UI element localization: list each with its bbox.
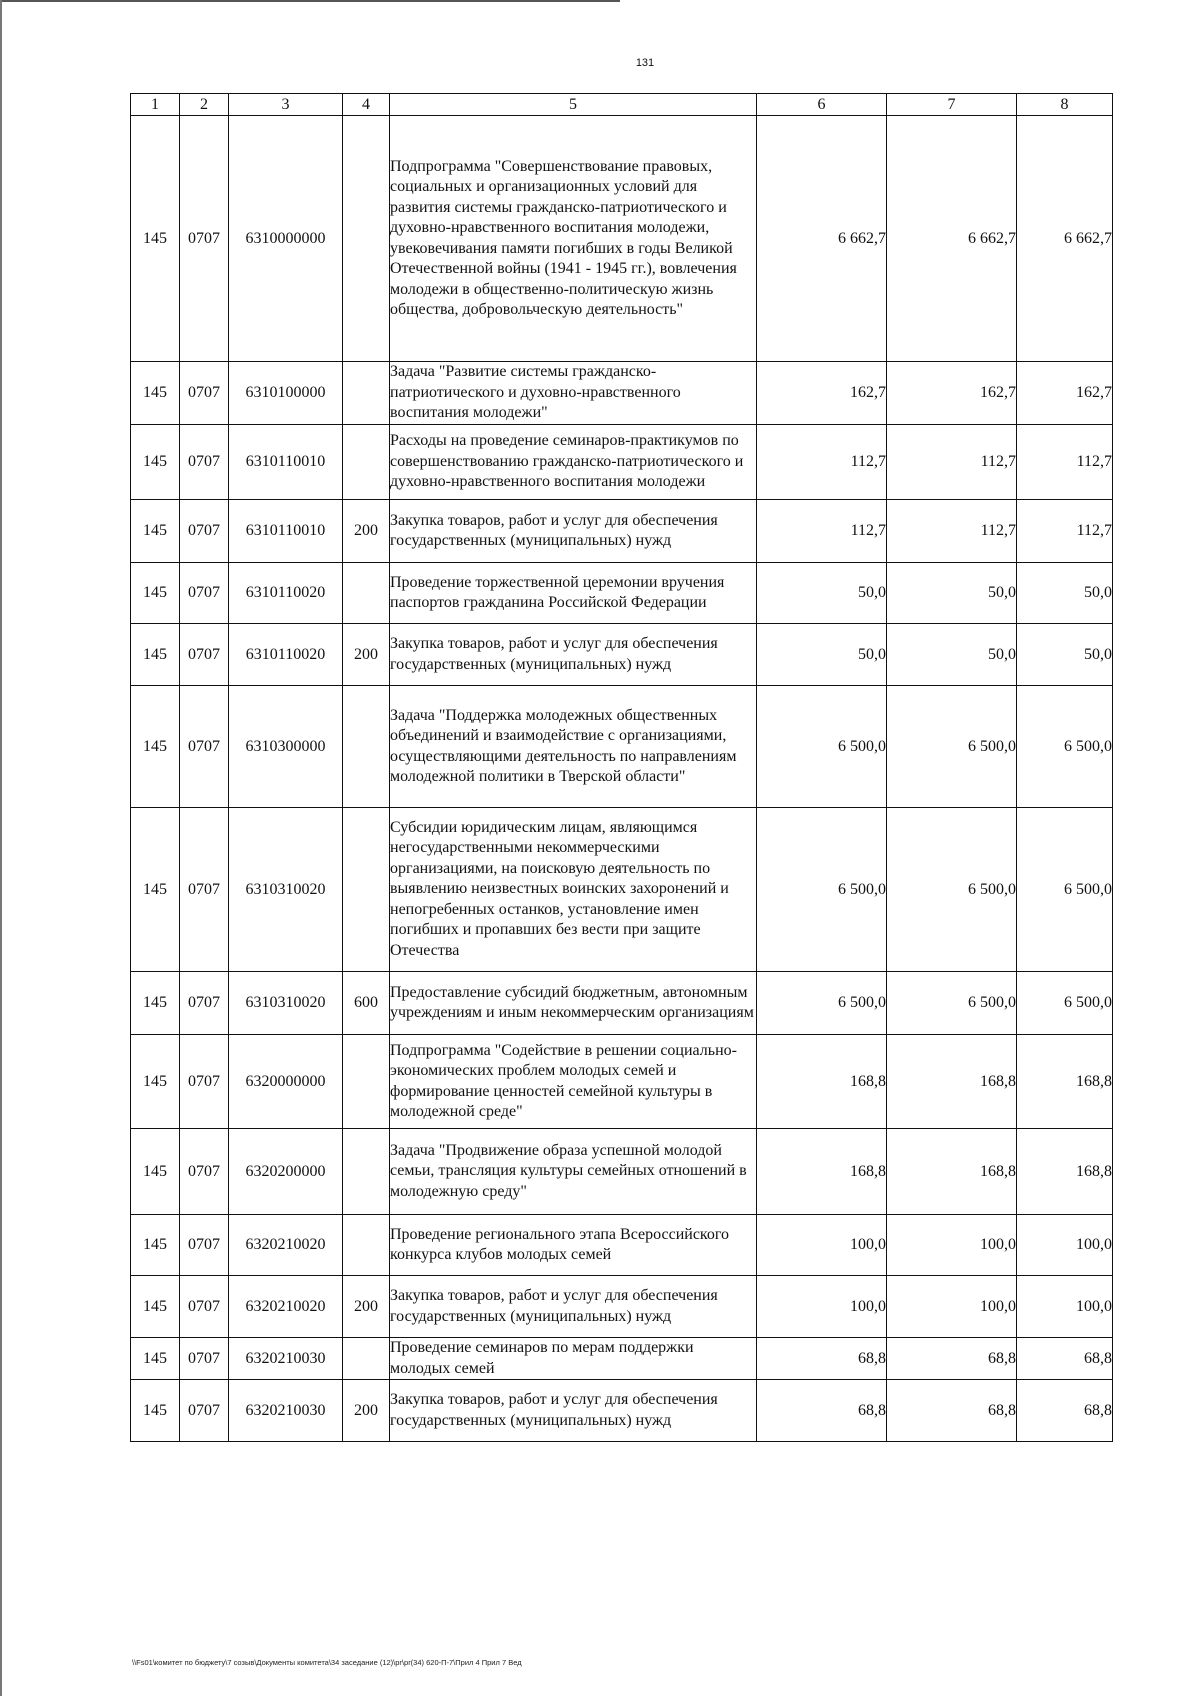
amount-year2-cell: 50,0 bbox=[887, 563, 1017, 624]
amount-year2-cell: 6 500,0 bbox=[887, 972, 1017, 1035]
header-cell: 3 bbox=[229, 94, 343, 116]
target-article-cell: 6320000000 bbox=[229, 1035, 343, 1129]
item-name-cell: Проведение торжественной церемонии вручения паспортов гражданина Российской Федерации bbox=[390, 563, 757, 624]
table-row bbox=[131, 1380, 1113, 1442]
table-row bbox=[131, 425, 1113, 500]
amount-year1-cell: 100,0 bbox=[757, 1276, 887, 1338]
header-cell: 7 bbox=[887, 94, 1017, 116]
amount-year3-cell: 6 500,0 bbox=[1017, 686, 1113, 808]
amount-year1-cell: 50,0 bbox=[757, 624, 887, 686]
item-name-cell: Проведение регионального этапа Всероссийского конкурса клубов молодых семей bbox=[390, 1215, 757, 1276]
table-row bbox=[131, 1276, 1113, 1338]
expense-type-cell bbox=[343, 1035, 390, 1129]
table-row bbox=[131, 808, 1113, 972]
table-body bbox=[131, 116, 1113, 1442]
header-cell: 6 bbox=[757, 94, 887, 116]
header-cell: 2 bbox=[180, 94, 229, 116]
section-code-cell: 0707 bbox=[180, 624, 229, 686]
table-row bbox=[131, 1338, 1113, 1380]
target-article-cell: 6310300000 bbox=[229, 686, 343, 808]
ministry-code-cell: 145 bbox=[131, 1035, 180, 1129]
amount-year1-cell: 162,7 bbox=[757, 362, 887, 425]
table-row bbox=[131, 563, 1113, 624]
amount-year1-cell: 68,8 bbox=[757, 1380, 887, 1442]
target-article-cell: 6310310020 bbox=[229, 972, 343, 1035]
expense-type-cell: 200 bbox=[343, 624, 390, 686]
page-number: 131 bbox=[635, 57, 655, 69]
expense-type-cell bbox=[343, 362, 390, 425]
section-code-cell: 0707 bbox=[180, 563, 229, 624]
expense-type-cell: 200 bbox=[343, 1380, 390, 1442]
amount-year1-cell: 112,7 bbox=[757, 500, 887, 563]
amount-year2-cell: 50,0 bbox=[887, 624, 1017, 686]
amount-year1-cell: 6 500,0 bbox=[757, 686, 887, 808]
amount-year1-cell: 50,0 bbox=[757, 563, 887, 624]
header-cell: 4 bbox=[343, 94, 390, 116]
expense-type-cell bbox=[343, 1338, 390, 1380]
amount-year3-cell: 68,8 bbox=[1017, 1338, 1113, 1380]
section-code-cell: 0707 bbox=[180, 1338, 229, 1380]
expense-type-cell bbox=[343, 686, 390, 808]
ministry-code-cell: 145 bbox=[131, 624, 180, 686]
table-row bbox=[131, 624, 1113, 686]
amount-year3-cell: 100,0 bbox=[1017, 1276, 1113, 1338]
ministry-code-cell: 145 bbox=[131, 563, 180, 624]
target-article-cell: 6320210020 bbox=[229, 1276, 343, 1338]
item-name-cell: Проведение семинаров по мерам поддержки молодых семей bbox=[390, 1338, 757, 1380]
amount-year2-cell: 68,8 bbox=[887, 1338, 1017, 1380]
item-name-cell: Задача "Развитие системы гражданско-патриотического и духовно-нравственного воспитания молодежи" bbox=[390, 362, 757, 425]
amount-year3-cell: 50,0 bbox=[1017, 624, 1113, 686]
amount-year2-cell: 6 662,7 bbox=[887, 116, 1017, 362]
target-article-cell: 6320200000 bbox=[229, 1129, 343, 1215]
amount-year2-cell: 112,7 bbox=[887, 500, 1017, 563]
ministry-code-cell: 145 bbox=[131, 116, 180, 362]
ministry-code-cell: 145 bbox=[131, 362, 180, 425]
amount-year2-cell: 112,7 bbox=[887, 425, 1017, 500]
expense-type-cell: 600 bbox=[343, 972, 390, 1035]
amount-year1-cell: 6 500,0 bbox=[757, 808, 887, 972]
ministry-code-cell: 145 bbox=[131, 425, 180, 500]
expense-type-cell: 200 bbox=[343, 1276, 390, 1338]
item-name-cell: Закупка товаров, работ и услуг для обеспечения государственных (муниципальных) нужд bbox=[390, 500, 757, 563]
expense-type-cell bbox=[343, 1215, 390, 1276]
amount-year2-cell: 6 500,0 bbox=[887, 808, 1017, 972]
amount-year2-cell: 162,7 bbox=[887, 362, 1017, 425]
section-code-cell: 0707 bbox=[180, 972, 229, 1035]
header-cell: 1 bbox=[131, 94, 180, 116]
amount-year3-cell: 112,7 bbox=[1017, 425, 1113, 500]
amount-year3-cell: 6 500,0 bbox=[1017, 972, 1113, 1035]
amount-year2-cell: 100,0 bbox=[887, 1276, 1017, 1338]
item-name-cell: Закупка товаров, работ и услуг для обеспечения государственных (муниципальных) нужд bbox=[390, 1380, 757, 1442]
amount-year1-cell: 100,0 bbox=[757, 1215, 887, 1276]
target-article-cell: 6310310020 bbox=[229, 808, 343, 972]
table-row bbox=[131, 500, 1113, 563]
target-article-cell: 6320210020 bbox=[229, 1215, 343, 1276]
expense-type-cell bbox=[343, 1129, 390, 1215]
amount-year2-cell: 68,8 bbox=[887, 1380, 1017, 1442]
ministry-code-cell: 145 bbox=[131, 1380, 180, 1442]
amount-year1-cell: 168,8 bbox=[757, 1129, 887, 1215]
amount-year3-cell: 112,7 bbox=[1017, 500, 1113, 563]
section-code-cell: 0707 bbox=[180, 1129, 229, 1215]
target-article-cell: 6310110010 bbox=[229, 425, 343, 500]
table-row bbox=[131, 686, 1113, 808]
scan-edge-left bbox=[0, 0, 2, 1696]
expense-type-cell bbox=[343, 563, 390, 624]
amount-year1-cell: 168,8 bbox=[757, 1035, 887, 1129]
item-name-cell: Подпрограмма "Содействие в решении социально-экономических проблем молодых семей и формирование ценностей семейной культуры в молодежной среде" bbox=[390, 1035, 757, 1129]
table-row bbox=[131, 972, 1113, 1035]
expense-type-cell: 200 bbox=[343, 500, 390, 563]
amount-year3-cell: 168,8 bbox=[1017, 1035, 1113, 1129]
amount-year1-cell: 68,8 bbox=[757, 1338, 887, 1380]
amount-year3-cell: 6 662,7 bbox=[1017, 116, 1113, 362]
item-name-cell: Задача "Продвижение образа успешной молодой семьи, трансляция культуры семейных отношений в молодежную среду" bbox=[390, 1129, 757, 1215]
ministry-code-cell: 145 bbox=[131, 1215, 180, 1276]
expense-type-cell bbox=[343, 808, 390, 972]
target-article-cell: 6310110010 bbox=[229, 500, 343, 563]
item-name-cell: Предоставление субсидий бюджетным, автономным учреждениям и иным некоммерческим организациям bbox=[390, 972, 757, 1035]
header-row bbox=[131, 94, 1113, 116]
table-row bbox=[131, 362, 1113, 425]
ministry-code-cell: 145 bbox=[131, 686, 180, 808]
amount-year3-cell: 68,8 bbox=[1017, 1380, 1113, 1442]
amount-year3-cell: 50,0 bbox=[1017, 563, 1113, 624]
ministry-code-cell: 145 bbox=[131, 1338, 180, 1380]
amount-year1-cell: 112,7 bbox=[757, 425, 887, 500]
target-article-cell: 6320210030 bbox=[229, 1338, 343, 1380]
amount-year3-cell: 162,7 bbox=[1017, 362, 1113, 425]
target-article-cell: 6310110020 bbox=[229, 563, 343, 624]
section-code-cell: 0707 bbox=[180, 500, 229, 563]
table-row bbox=[131, 1035, 1113, 1129]
section-code-cell: 0707 bbox=[180, 362, 229, 425]
section-code-cell: 0707 bbox=[180, 1215, 229, 1276]
header-cell: 8 bbox=[1017, 94, 1113, 116]
section-code-cell: 0707 bbox=[180, 1380, 229, 1442]
item-name-cell: Субсидии юридическим лицам, являющимся негосударственными некоммерческими организациями, на поисковую деятельность по выявлению неизвестных воинских захоронений и непогребенных останков, установление имен погибших и пропавших без вести при защите Отечества bbox=[390, 808, 757, 972]
target-article-cell: 6310110020 bbox=[229, 624, 343, 686]
amount-year3-cell: 6 500,0 bbox=[1017, 808, 1113, 972]
section-code-cell: 0707 bbox=[180, 1276, 229, 1338]
scan-edge-top bbox=[0, 0, 620, 2]
table-row bbox=[131, 116, 1113, 362]
section-code-cell: 0707 bbox=[180, 425, 229, 500]
amount-year3-cell: 168,8 bbox=[1017, 1129, 1113, 1215]
amount-year1-cell: 6 662,7 bbox=[757, 116, 887, 362]
amount-year2-cell: 6 500,0 bbox=[887, 686, 1017, 808]
item-name-cell: Закупка товаров, работ и услуг для обеспечения государственных (муниципальных) нужд bbox=[390, 1276, 757, 1338]
amount-year2-cell: 100,0 bbox=[887, 1215, 1017, 1276]
ministry-code-cell: 145 bbox=[131, 500, 180, 563]
item-name-cell: Задача "Поддержка молодежных общественных объединений и взаимодействие с организациями, осуществляющими деятельность по направлениям молодежной политики в Тверской области" bbox=[390, 686, 757, 808]
target-article-cell: 6320210030 bbox=[229, 1380, 343, 1442]
amount-year2-cell: 168,8 bbox=[887, 1129, 1017, 1215]
item-name-cell: Расходы на проведение семинаров-практикумов по совершенствованию гражданско-патриотического и духовно-нравственного воспитания молодежи bbox=[390, 425, 757, 500]
section-code-cell: 0707 bbox=[180, 686, 229, 808]
section-code-cell: 0707 bbox=[180, 1035, 229, 1129]
expense-type-cell bbox=[343, 425, 390, 500]
amount-year2-cell: 168,8 bbox=[887, 1035, 1017, 1129]
ministry-code-cell: 145 bbox=[131, 1276, 180, 1338]
amount-year3-cell: 100,0 bbox=[1017, 1215, 1113, 1276]
amount-year1-cell: 6 500,0 bbox=[757, 972, 887, 1035]
ministry-code-cell: 145 bbox=[131, 808, 180, 972]
table-row bbox=[131, 1129, 1113, 1215]
ministry-code-cell: 145 bbox=[131, 972, 180, 1035]
budget-table bbox=[130, 93, 1113, 1442]
target-article-cell: 6310000000 bbox=[229, 116, 343, 362]
section-code-cell: 0707 bbox=[180, 808, 229, 972]
table-row bbox=[131, 1215, 1113, 1276]
expense-type-cell bbox=[343, 116, 390, 362]
section-code-cell: 0707 bbox=[180, 116, 229, 362]
header-cell: 5 bbox=[390, 94, 757, 116]
item-name-cell: Закупка товаров, работ и услуг для обеспечения государственных (муниципальных) нужд bbox=[390, 624, 757, 686]
target-article-cell: 6310100000 bbox=[229, 362, 343, 425]
ministry-code-cell: 145 bbox=[131, 1129, 180, 1215]
footer-file-path: \\Fs01\комитет по бюджету\7 созыв\Документы комитета\34 заседание (12)\pr\pr(34) 620-П-7\Прил 4 Прил 7 Вед bbox=[132, 1658, 522, 1667]
item-name-cell: Подпрограмма "Совершенствование правовых, социальных и организационных условий для развития системы гражданско-патриотического и духовно-нравственного воспитания молодежи, увековечивания памяти погибших в годы Великой Отечественной войны (1941 - 1945 гг.), вовлечения молодежи в общественно-политическую жизнь общества, добровольческую деятельность" bbox=[390, 116, 757, 362]
